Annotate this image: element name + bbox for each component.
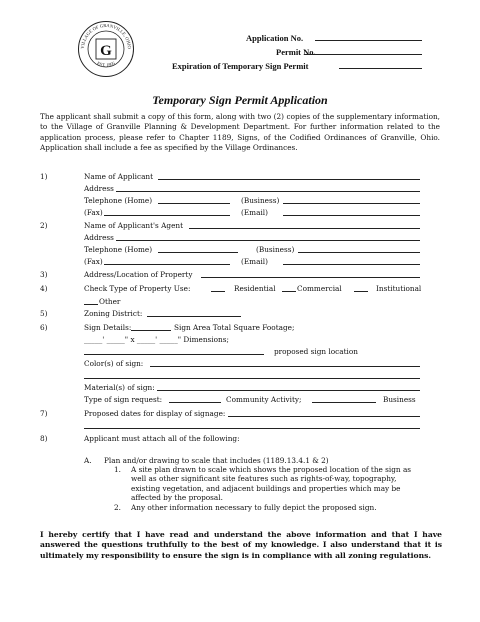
svg-text:EST. 1805 xyxy=(96,60,116,67)
proposed-dates-field-2[interactable] xyxy=(84,421,420,429)
zoning-district-label: Zoning District: xyxy=(84,309,143,318)
name-agent-label: Name of Applicant's Agent xyxy=(84,221,184,230)
item-number-7: 7) xyxy=(40,409,48,418)
address-label: Address xyxy=(84,184,114,193)
address-location-label: Address/Location of Property xyxy=(84,270,193,279)
seal-top-text: VILLAGE OF GRANVILLE, OHIO xyxy=(79,22,133,49)
name-agent-field[interactable] xyxy=(189,221,420,229)
seal-bottom-text: EST. 1805 xyxy=(96,60,116,68)
community-activity-label: Community Activity; xyxy=(226,395,302,404)
agent-business-phone-field[interactable] xyxy=(298,245,420,253)
item-number-1: 1) xyxy=(40,172,48,181)
seal-center-letter: G xyxy=(100,43,112,59)
item-number-3: 3) xyxy=(40,270,48,279)
permit-no-field[interactable] xyxy=(304,54,422,55)
item-number-4: 4) xyxy=(40,284,48,293)
sign-area-label: Sign Area Total Square Footage; xyxy=(174,323,295,332)
commercial-label: Commercial xyxy=(297,284,342,293)
business-phone-field[interactable] xyxy=(283,196,420,204)
fax-label: (Fax) xyxy=(84,208,103,217)
item-number-2: 2) xyxy=(40,221,48,230)
agent-email-field[interactable] xyxy=(283,257,420,265)
other-label: Other xyxy=(99,297,121,306)
property-use-label: Check Type of Property Use: xyxy=(84,284,191,293)
telephone-home-field[interactable] xyxy=(158,196,230,204)
village-seal-logo xyxy=(77,20,135,78)
application-no-field[interactable] xyxy=(315,40,422,41)
business-phone-label: (Business) xyxy=(241,196,280,205)
agent-address-field[interactable] xyxy=(116,233,420,241)
application-no-label: Application No. xyxy=(246,33,304,43)
institutional-label: Institutional xyxy=(376,284,422,293)
sign-details-label: Sign Details: xyxy=(84,323,132,332)
page-title: Temporary Sign Permit Application xyxy=(152,93,328,107)
subitem-1-text: A site plan drawn to scale which shows the proposed location of the sign as well as other significant site features such as rights-of-way, topography, existing vegetation, and adjacent buildings and properties which may be affected by the proposal. xyxy=(131,465,412,503)
subitem-2-text: Any other information necessary to fully depict the proposed sign. xyxy=(131,503,377,512)
item-number-8: 8) xyxy=(40,434,48,443)
agent-telephone-home-field[interactable] xyxy=(158,245,238,253)
address-location-field[interactable] xyxy=(201,270,420,278)
institutional-checkbox[interactable] xyxy=(354,284,368,292)
must-attach-label: Applicant must attach all of the following: xyxy=(84,434,240,443)
expiration-label: Expiration of Temporary Sign Permit xyxy=(172,61,309,71)
agent-address-label: Address xyxy=(84,233,114,242)
sign-area-field[interactable] xyxy=(131,323,171,331)
subitem-1-number: 1. xyxy=(114,465,121,474)
expiration-field[interactable] xyxy=(339,68,422,69)
proposed-location-field[interactable] xyxy=(84,347,264,355)
item-number-6: 6) xyxy=(40,323,48,332)
other-checkbox[interactable] xyxy=(84,297,98,305)
materials-field[interactable] xyxy=(157,383,420,391)
colors-field[interactable] xyxy=(150,359,420,367)
name-applicant-label: Name of Applicant xyxy=(84,172,154,181)
agent-email-label: (Email) xyxy=(241,257,268,266)
agent-fax-field[interactable] xyxy=(104,257,230,265)
address-field[interactable] xyxy=(116,184,420,192)
colors-label: Color(s) of sign: xyxy=(84,359,144,368)
proposed-location-label: proposed sign location xyxy=(274,347,358,356)
name-applicant-field[interactable] xyxy=(158,172,420,180)
type-request-label: Type of sign request: xyxy=(84,395,163,404)
commercial-checkbox[interactable] xyxy=(282,284,296,292)
subitem-2-number: 2. xyxy=(114,503,121,512)
residential-checkbox[interactable] xyxy=(211,284,225,292)
community-activity-checkbox[interactable] xyxy=(169,395,221,403)
materials-label: Material(s) of sign: xyxy=(84,383,155,392)
proposed-dates-label: Proposed dates for display of signage: xyxy=(84,409,226,418)
item-a-label: A. xyxy=(84,456,92,465)
agent-fax-label: (Fax) xyxy=(84,257,103,266)
business-checkbox[interactable] xyxy=(312,395,376,403)
email-field[interactable] xyxy=(283,208,420,216)
item-a-text: Plan and/or drawing to scale that includes (1189.13.4.1 & 2) xyxy=(104,456,329,465)
telephone-home-label: Telephone (Home) xyxy=(84,196,153,205)
business-option-label: Business xyxy=(383,395,416,404)
item-number-5: 5) xyxy=(40,309,48,318)
intro-paragraph: The applicant shall submit a copy of this form, along with two (2) copies of the supplementary information, to the Village of Granville Planning & Development Department. For further information related to the application process, please refer to Chapter 1189, Signs, of the Codified Ordinances of Granville, Ohio. Application shall include a fee as specified by the Village Ordinances. xyxy=(40,112,440,152)
proposed-dates-field[interactable] xyxy=(228,409,420,417)
zoning-district-field[interactable] xyxy=(147,309,241,317)
fax-field[interactable] xyxy=(104,208,230,216)
dimensions-line[interactable]: _____' _____" x _____' _____" Dimensions; xyxy=(84,335,229,344)
email-label: (Email) xyxy=(241,208,268,217)
colors-field-2[interactable] xyxy=(84,371,420,379)
agent-telephone-home-label: Telephone (Home) xyxy=(84,245,153,254)
permit-no-label: Permit No. xyxy=(276,47,316,57)
agent-business-phone-label: (Business) xyxy=(256,245,295,254)
certification-statement: I hereby certify that I have read and understand the above information and that I have answered the questions truthfully to the best of my knowledge. I also understand that it is ultimately my responsibility to ensure the sign is in compliance with all zoning regulations. xyxy=(40,530,442,560)
residential-label: Residential xyxy=(234,284,276,293)
